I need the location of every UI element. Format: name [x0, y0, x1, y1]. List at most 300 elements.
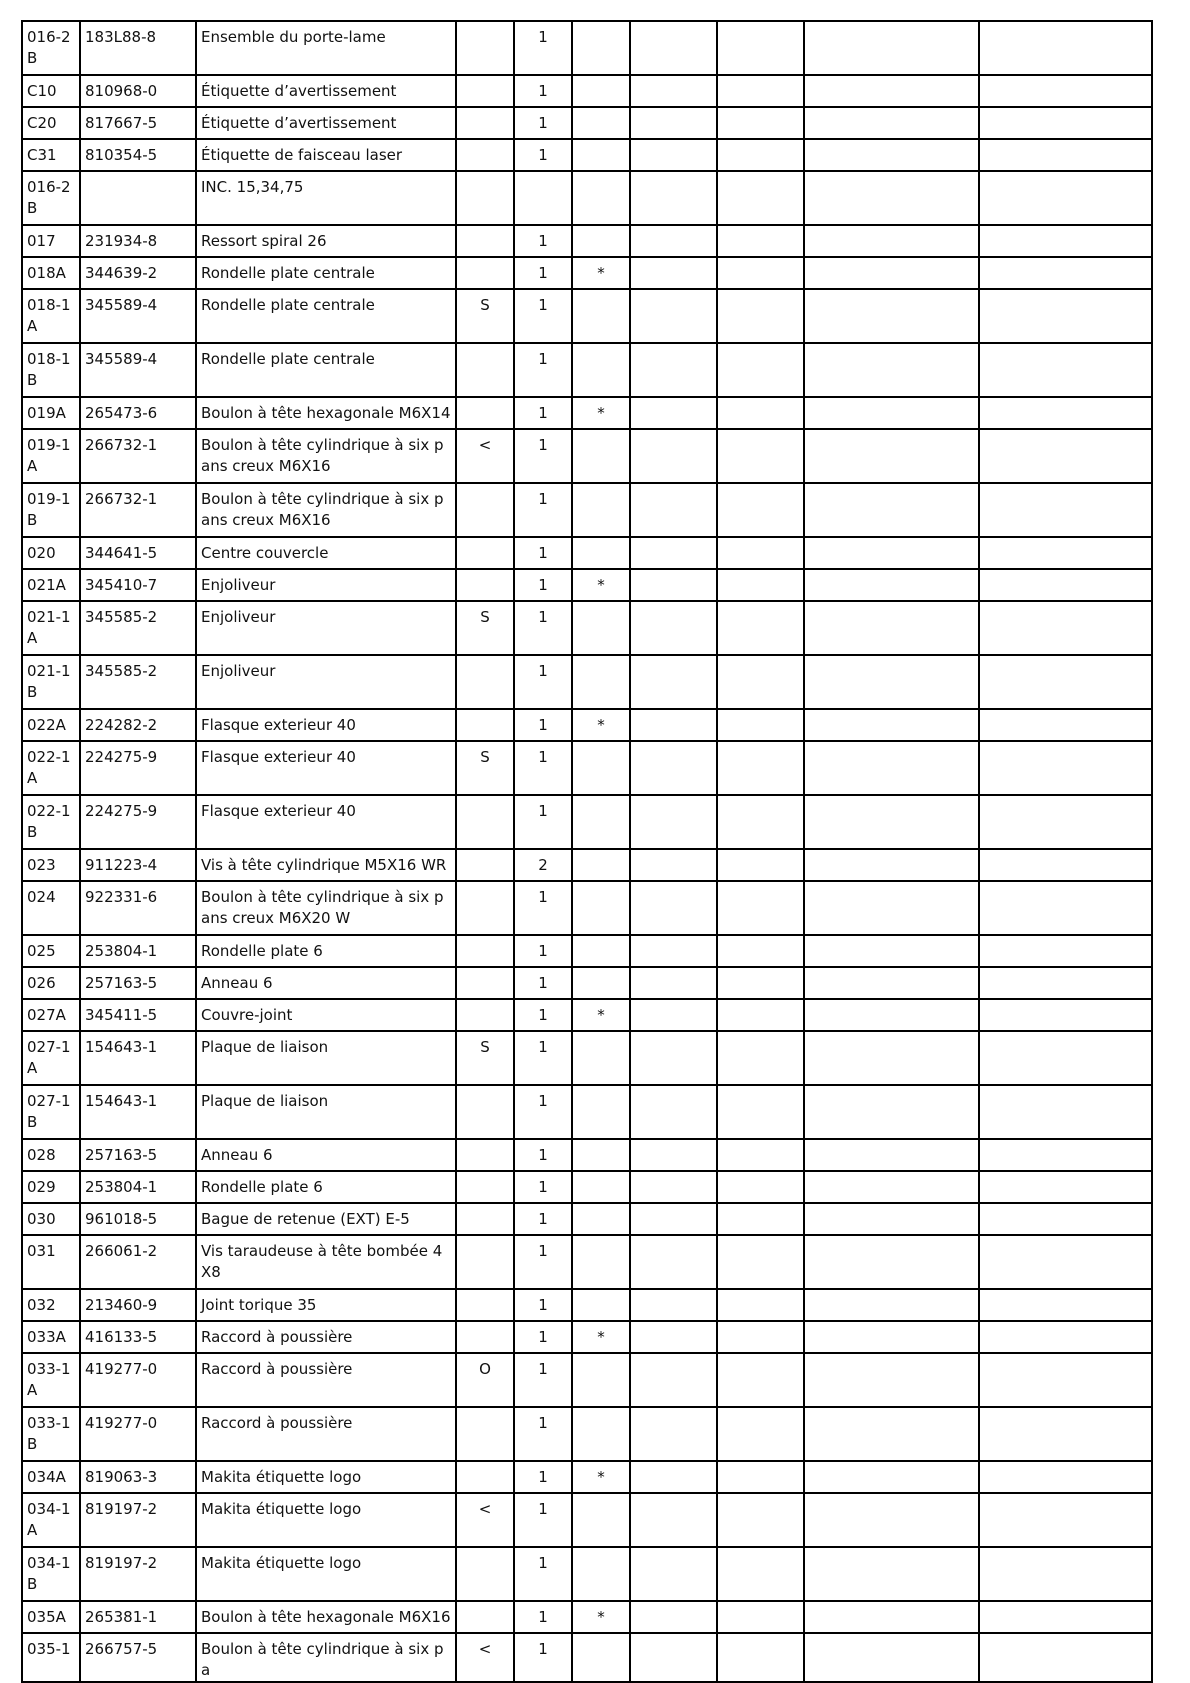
mark-cell: * — [572, 397, 630, 429]
mark-cell — [572, 1203, 630, 1235]
table-row — [22, 601, 1152, 655]
item-number-cell: 017 — [22, 225, 80, 257]
empty-cell — [979, 139, 1152, 171]
description-cell: Enjoliveur — [196, 569, 456, 601]
part-number-cell: 154643-1 — [80, 1085, 196, 1139]
flag-cell — [456, 225, 514, 257]
item-number-cell: 024 — [22, 881, 80, 935]
mark-cell — [572, 795, 630, 849]
empty-cell — [804, 935, 979, 967]
item-number-cell: 034-1A — [22, 1493, 80, 1547]
empty-cell — [717, 537, 804, 569]
item-number-cell: 016-2B — [22, 21, 80, 75]
description-cell: Ensemble du porte-lame — [196, 21, 456, 75]
mark-cell: * — [572, 709, 630, 741]
empty-cell — [804, 849, 979, 881]
flag-cell — [456, 1461, 514, 1493]
quantity-cell: 1 — [514, 21, 572, 75]
empty-cell — [630, 171, 717, 225]
flag-cell — [456, 709, 514, 741]
part-number-cell: 810968-0 — [80, 75, 196, 107]
quantity-cell: 1 — [514, 1289, 572, 1321]
empty-cell — [979, 1601, 1152, 1633]
quantity-cell: 1 — [514, 1461, 572, 1493]
flag-cell: S — [456, 289, 514, 343]
quantity-cell: 1 — [514, 709, 572, 741]
quantity-cell: 1 — [514, 1085, 572, 1139]
quantity-cell: 1 — [514, 967, 572, 999]
description-cell: Makita étiquette logo — [196, 1461, 456, 1493]
flag-cell — [456, 1547, 514, 1601]
empty-cell — [979, 257, 1152, 289]
part-number-cell: 257163-5 — [80, 1139, 196, 1171]
description-cell: Anneau 6 — [196, 1139, 456, 1171]
empty-cell — [630, 139, 717, 171]
part-number-cell: 213460-9 — [80, 1289, 196, 1321]
part-number-cell: 961018-5 — [80, 1203, 196, 1235]
item-number-cell: 022-1A — [22, 741, 80, 795]
mark-cell — [572, 1139, 630, 1171]
table-row — [22, 75, 1152, 107]
empty-cell — [717, 171, 804, 225]
table-row — [22, 655, 1152, 709]
empty-cell — [630, 1085, 717, 1139]
empty-cell — [804, 429, 979, 483]
quantity-cell: 1 — [514, 569, 572, 601]
empty-cell — [979, 999, 1152, 1031]
empty-cell — [979, 1171, 1152, 1203]
description-cell: Boulon à tête hexagonale M6X14 — [196, 397, 456, 429]
mark-cell — [572, 1171, 630, 1203]
mark-cell — [572, 21, 630, 75]
empty-cell — [979, 1235, 1152, 1289]
empty-cell — [804, 1353, 979, 1407]
table-row — [22, 1203, 1152, 1235]
table-row — [22, 999, 1152, 1031]
part-number-cell — [80, 171, 196, 225]
mark-cell — [572, 1633, 630, 1682]
item-number-cell: 020 — [22, 537, 80, 569]
part-number-cell: 345589-4 — [80, 289, 196, 343]
item-number-cell: 034A — [22, 1461, 80, 1493]
mark-cell — [572, 1031, 630, 1085]
flag-cell: < — [456, 1633, 514, 1682]
flag-cell — [456, 569, 514, 601]
flag-cell — [456, 935, 514, 967]
quantity-cell: 1 — [514, 1601, 572, 1633]
table-row — [22, 107, 1152, 139]
item-number-cell: 030 — [22, 1203, 80, 1235]
empty-cell — [979, 483, 1152, 537]
quantity-cell: 1 — [514, 1235, 572, 1289]
quantity-cell: 1 — [514, 225, 572, 257]
empty-cell — [804, 537, 979, 569]
description-cell: Rondelle plate 6 — [196, 935, 456, 967]
part-number-cell: 253804-1 — [80, 1171, 196, 1203]
part-number-cell: 416133-5 — [80, 1321, 196, 1353]
flag-cell — [456, 21, 514, 75]
part-number-cell: 266757-5 — [80, 1633, 196, 1682]
empty-cell — [804, 1171, 979, 1203]
part-number-cell: 344639-2 — [80, 257, 196, 289]
item-number-cell: 016-2B — [22, 171, 80, 225]
part-number-cell: 257163-5 — [80, 967, 196, 999]
item-number-cell: 023 — [22, 849, 80, 881]
description-cell: Bague de retenue (EXT) E-5 — [196, 1203, 456, 1235]
table-row — [22, 1289, 1152, 1321]
part-number-cell: 266732-1 — [80, 483, 196, 537]
part-number-cell: 419277-0 — [80, 1353, 196, 1407]
description-cell: Rondelle plate centrale — [196, 343, 456, 397]
quantity-cell: 1 — [514, 1203, 572, 1235]
table-row — [22, 289, 1152, 343]
empty-cell — [717, 257, 804, 289]
empty-cell — [979, 935, 1152, 967]
flag-cell — [456, 537, 514, 569]
quantity-cell: 1 — [514, 537, 572, 569]
empty-cell — [717, 999, 804, 1031]
part-number-cell: 345589-4 — [80, 343, 196, 397]
table-row — [22, 171, 1152, 225]
mark-cell: * — [572, 569, 630, 601]
empty-cell — [630, 935, 717, 967]
empty-cell — [804, 257, 979, 289]
empty-cell — [630, 1633, 717, 1682]
item-number-cell: 027A — [22, 999, 80, 1031]
empty-cell — [979, 795, 1152, 849]
description-cell: Flasque exterieur 40 — [196, 741, 456, 795]
empty-cell — [717, 709, 804, 741]
empty-cell — [717, 967, 804, 999]
flag-cell — [456, 1601, 514, 1633]
empty-cell — [630, 999, 717, 1031]
empty-cell — [979, 1461, 1152, 1493]
empty-cell — [630, 107, 717, 139]
empty-cell — [804, 741, 979, 795]
empty-cell — [979, 1203, 1152, 1235]
flag-cell — [456, 1171, 514, 1203]
part-number-cell: 265473-6 — [80, 397, 196, 429]
empty-cell — [630, 1289, 717, 1321]
empty-cell — [979, 601, 1152, 655]
mark-cell — [572, 343, 630, 397]
empty-cell — [717, 601, 804, 655]
empty-cell — [804, 1633, 979, 1682]
mark-cell — [572, 655, 630, 709]
empty-cell — [804, 343, 979, 397]
table-row — [22, 1085, 1152, 1139]
part-number-cell: 819197-2 — [80, 1547, 196, 1601]
description-cell: Rondelle plate centrale — [196, 257, 456, 289]
empty-cell — [630, 289, 717, 343]
description-cell: Étiquette d’avertissement — [196, 75, 456, 107]
empty-cell — [804, 1139, 979, 1171]
empty-cell — [717, 1353, 804, 1407]
part-number-cell: 231934-8 — [80, 225, 196, 257]
empty-cell — [717, 1633, 804, 1682]
empty-cell — [979, 569, 1152, 601]
item-number-cell: 034-1B — [22, 1547, 80, 1601]
item-number-cell: 033-1B — [22, 1407, 80, 1461]
empty-cell — [804, 999, 979, 1031]
empty-cell — [804, 1235, 979, 1289]
item-number-cell: 027-1A — [22, 1031, 80, 1085]
empty-cell — [630, 1031, 717, 1085]
empty-cell — [717, 655, 804, 709]
empty-cell — [979, 429, 1152, 483]
description-cell: Enjoliveur — [196, 655, 456, 709]
empty-cell — [630, 257, 717, 289]
empty-cell — [630, 569, 717, 601]
flag-cell: < — [456, 1493, 514, 1547]
empty-cell — [630, 343, 717, 397]
part-number-cell: 224282-2 — [80, 709, 196, 741]
mark-cell — [572, 601, 630, 655]
mark-cell — [572, 741, 630, 795]
flag-cell — [456, 139, 514, 171]
quantity-cell: 1 — [514, 343, 572, 397]
table-row — [22, 139, 1152, 171]
item-number-cell: 032 — [22, 1289, 80, 1321]
table-row — [22, 1547, 1152, 1601]
quantity-cell: 1 — [514, 429, 572, 483]
quantity-cell: 1 — [514, 601, 572, 655]
mark-cell: * — [572, 257, 630, 289]
part-number-cell: 345585-2 — [80, 601, 196, 655]
mark-cell — [572, 537, 630, 569]
part-number-cell: 265381-1 — [80, 1601, 196, 1633]
empty-cell — [979, 1289, 1152, 1321]
empty-cell — [717, 225, 804, 257]
table-row — [22, 21, 1152, 75]
empty-cell — [630, 21, 717, 75]
empty-cell — [630, 1547, 717, 1601]
empty-cell — [630, 795, 717, 849]
quantity-cell: 1 — [514, 397, 572, 429]
flag-cell — [456, 795, 514, 849]
empty-cell — [979, 289, 1152, 343]
flag-cell — [456, 397, 514, 429]
table-row — [22, 1139, 1152, 1171]
table-row — [22, 1031, 1152, 1085]
empty-cell — [630, 849, 717, 881]
table-row — [22, 709, 1152, 741]
item-number-cell: 018-1B — [22, 343, 80, 397]
quantity-cell: 1 — [514, 139, 572, 171]
empty-cell — [717, 1461, 804, 1493]
flag-cell — [456, 1289, 514, 1321]
empty-cell — [717, 795, 804, 849]
table-row — [22, 225, 1152, 257]
description-cell: Boulon à tête cylindrique à six pans creux M6X16 — [196, 429, 456, 483]
mark-cell — [572, 881, 630, 935]
empty-cell — [717, 1171, 804, 1203]
item-number-cell: 035-1 — [22, 1633, 80, 1682]
mark-cell — [572, 967, 630, 999]
mark-cell: * — [572, 1461, 630, 1493]
empty-cell — [804, 655, 979, 709]
empty-cell — [804, 397, 979, 429]
description-cell: Makita étiquette logo — [196, 1493, 456, 1547]
item-number-cell: 019-1B — [22, 483, 80, 537]
empty-cell — [979, 343, 1152, 397]
mark-cell — [572, 75, 630, 107]
empty-cell — [979, 107, 1152, 139]
empty-cell — [804, 709, 979, 741]
empty-cell — [717, 429, 804, 483]
item-number-cell: C10 — [22, 75, 80, 107]
flag-cell — [456, 1203, 514, 1235]
empty-cell — [979, 1031, 1152, 1085]
table-row — [22, 741, 1152, 795]
empty-cell — [717, 1547, 804, 1601]
empty-cell — [804, 1407, 979, 1461]
empty-cell — [717, 1235, 804, 1289]
item-number-cell: 018-1A — [22, 289, 80, 343]
table-row — [22, 1601, 1152, 1633]
empty-cell — [717, 1407, 804, 1461]
empty-cell — [630, 601, 717, 655]
empty-cell — [717, 849, 804, 881]
quantity-cell: 1 — [514, 999, 572, 1031]
description-cell: Ressort spiral 26 — [196, 225, 456, 257]
description-cell: Raccord à poussière — [196, 1407, 456, 1461]
item-number-cell: 033A — [22, 1321, 80, 1353]
table-row — [22, 483, 1152, 537]
empty-cell — [804, 1203, 979, 1235]
mark-cell — [572, 289, 630, 343]
flag-cell — [456, 75, 514, 107]
empty-cell — [979, 397, 1152, 429]
quantity-cell: 1 — [514, 1031, 572, 1085]
empty-cell — [630, 967, 717, 999]
flag-cell — [456, 655, 514, 709]
item-number-cell: 021-1A — [22, 601, 80, 655]
table-row — [22, 537, 1152, 569]
empty-cell — [979, 1407, 1152, 1461]
empty-cell — [630, 881, 717, 935]
table-row — [22, 397, 1152, 429]
description-cell: Rondelle plate 6 — [196, 1171, 456, 1203]
empty-cell — [630, 1407, 717, 1461]
item-number-cell: 028 — [22, 1139, 80, 1171]
mark-cell — [572, 429, 630, 483]
mark-cell — [572, 1289, 630, 1321]
empty-cell — [979, 1493, 1152, 1547]
quantity-cell: 1 — [514, 795, 572, 849]
empty-cell — [630, 1203, 717, 1235]
empty-cell — [717, 1139, 804, 1171]
table-row — [22, 257, 1152, 289]
empty-cell — [979, 1547, 1152, 1601]
flag-cell — [456, 849, 514, 881]
item-number-cell: C20 — [22, 107, 80, 139]
mark-cell: * — [572, 999, 630, 1031]
table-row — [22, 1461, 1152, 1493]
empty-cell — [630, 655, 717, 709]
description-cell: Vis taraudeuse à tête bombée 4X8 — [196, 1235, 456, 1289]
empty-cell — [804, 881, 979, 935]
empty-cell — [804, 225, 979, 257]
empty-cell — [630, 1321, 717, 1353]
empty-cell — [717, 1203, 804, 1235]
empty-cell — [804, 107, 979, 139]
description-cell: Plaque de liaison — [196, 1085, 456, 1139]
table-row — [22, 1235, 1152, 1289]
quantity-cell: 1 — [514, 1633, 572, 1682]
mark-cell — [572, 849, 630, 881]
item-number-cell: 029 — [22, 1171, 80, 1203]
empty-cell — [717, 741, 804, 795]
empty-cell — [979, 1321, 1152, 1353]
quantity-cell: 1 — [514, 1407, 572, 1461]
part-number-cell: 345411-5 — [80, 999, 196, 1031]
description-cell: INC. 15,34,75 — [196, 171, 456, 225]
empty-cell — [717, 139, 804, 171]
item-number-cell: 033-1A — [22, 1353, 80, 1407]
flag-cell — [456, 171, 514, 225]
empty-cell — [717, 1031, 804, 1085]
empty-cell — [630, 1139, 717, 1171]
empty-cell — [804, 21, 979, 75]
part-number-cell: 224275-9 — [80, 741, 196, 795]
part-number-cell: 154643-1 — [80, 1031, 196, 1085]
table-row — [22, 569, 1152, 601]
empty-cell — [804, 1547, 979, 1601]
flag-cell: S — [456, 1031, 514, 1085]
table-row — [22, 343, 1152, 397]
empty-cell — [717, 935, 804, 967]
empty-cell — [804, 1031, 979, 1085]
description-cell: Flasque exterieur 40 — [196, 709, 456, 741]
part-number-cell: 266732-1 — [80, 429, 196, 483]
table-row — [22, 849, 1152, 881]
quantity-cell: 1 — [514, 655, 572, 709]
quantity-cell: 1 — [514, 1493, 572, 1547]
empty-cell — [804, 1601, 979, 1633]
quantity-cell: 1 — [514, 75, 572, 107]
empty-cell — [717, 107, 804, 139]
flag-cell — [456, 1321, 514, 1353]
part-number-cell: 911223-4 — [80, 849, 196, 881]
mark-cell — [572, 1493, 630, 1547]
empty-cell — [804, 1493, 979, 1547]
description-cell: Couvre-joint — [196, 999, 456, 1031]
mark-cell — [572, 1235, 630, 1289]
item-number-cell: 031 — [22, 1235, 80, 1289]
quantity-cell: 1 — [514, 257, 572, 289]
description-cell: Boulon à tête hexagonale M6X16 — [196, 1601, 456, 1633]
part-number-cell: 922331-6 — [80, 881, 196, 935]
mark-cell — [572, 107, 630, 139]
empty-cell — [979, 655, 1152, 709]
quantity-cell: 1 — [514, 1139, 572, 1171]
table-row — [22, 1407, 1152, 1461]
quantity-cell: 1 — [514, 483, 572, 537]
table-row — [22, 967, 1152, 999]
flag-cell — [456, 1085, 514, 1139]
empty-cell — [717, 21, 804, 75]
part-number-cell: 224275-9 — [80, 795, 196, 849]
empty-cell — [804, 601, 979, 655]
description-cell: Boulon à tête cylindrique à six pans creux M6X20 W — [196, 881, 456, 935]
empty-cell — [804, 1289, 979, 1321]
empty-cell — [804, 569, 979, 601]
description-cell: Plaque de liaison — [196, 1031, 456, 1085]
empty-cell — [630, 1235, 717, 1289]
empty-cell — [979, 1139, 1152, 1171]
empty-cell — [804, 289, 979, 343]
